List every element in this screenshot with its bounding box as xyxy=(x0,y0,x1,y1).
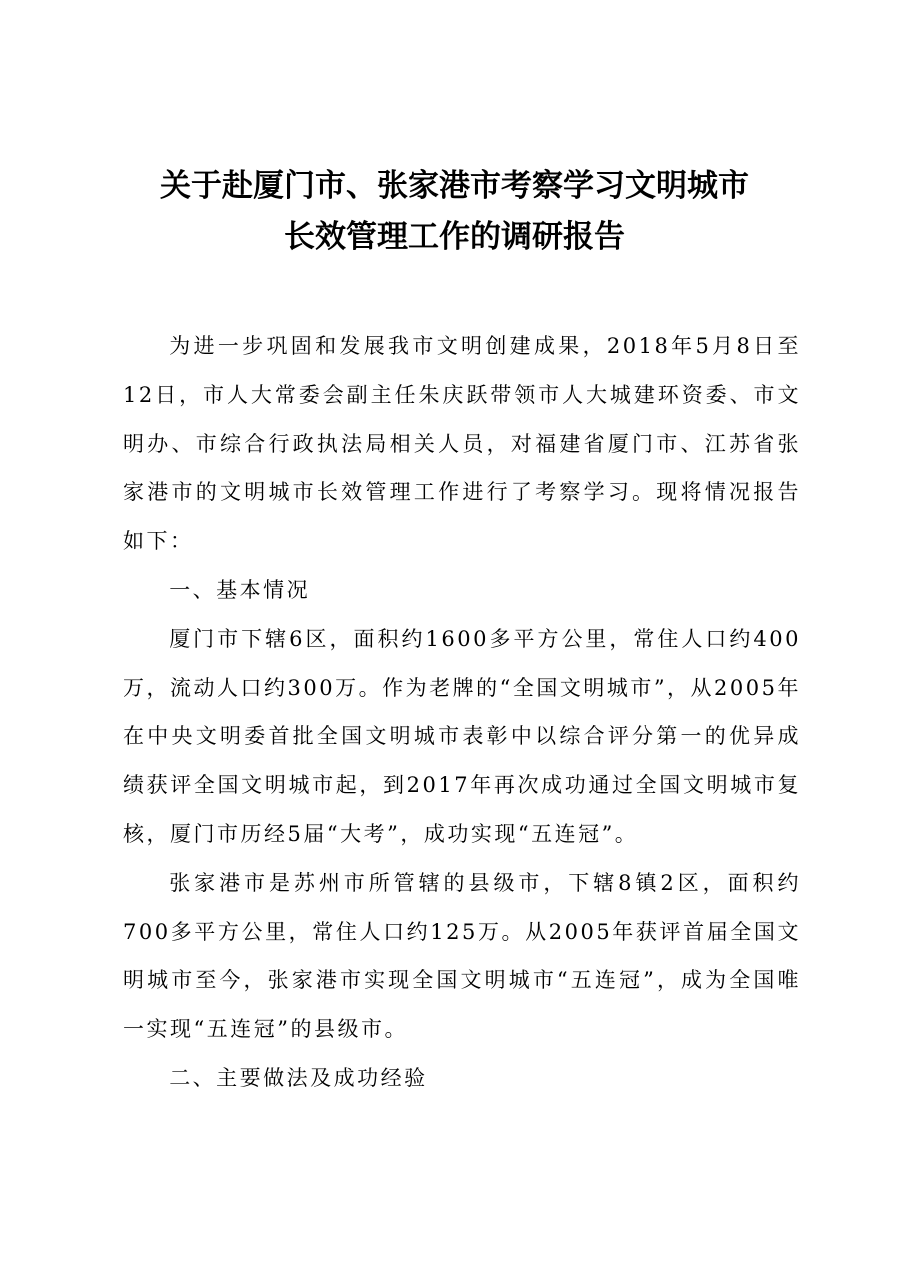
intro-paragraph: 为进一步巩固和发展我市文明创建成果，2018年5月8日至12日，市人大常委会副主任朱庆跃带领市人大城建环资委、市文明办、市综合行政执法局相关人员，对福建省厦门市、江苏省张家港市的文明城市长效管理工作进行了考察学习。现将情况报告如下： xyxy=(123,334,801,554)
section-heading-basic-info: 一、基本情况 xyxy=(169,577,311,602)
report-title-line-2: 长效管理工作的调研报告 xyxy=(284,219,625,255)
report-body xyxy=(123,322,801,1103)
xiamen-paragraph: 厦门市下辖6区，面积约1600多平方公里，常住人口约400万，流动人口约300万。作为老牌的“全国文明城市”，从2005年在中央文明委首批全国文明城市表彰中以综合评分第一的优异成绩获评全国文明城市起，到2017年再次成功通过全国文明城市复核，厦门市历经5届“大考”，成功实现“五连冠”。 xyxy=(123,626,801,846)
report-title-line-1: 关于赴厦门市、张家港市考察学习文明城市 xyxy=(160,168,749,204)
zhangjiagang-paragraph: 张家港市是苏州市所管辖的县级市，下辖8镇2区，面积约700多平方公里，常住人口约125万。从2005年获评首届全国文明城市至今，张家港市实现全国文明城市“五连冠”，成为全国唯一实现“五连冠”的县级市。 xyxy=(123,870,801,1042)
section-heading-main-practices: 二、主要做法及成功经验 xyxy=(169,1065,428,1090)
